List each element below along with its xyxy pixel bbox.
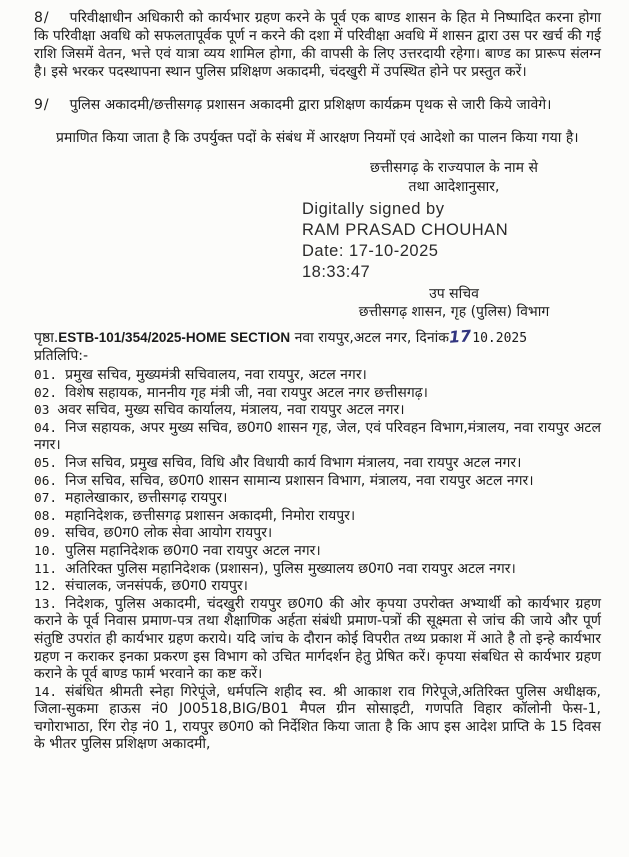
endorsement-reference-line xyxy=(34,328,601,348)
copy-item-09 xyxy=(34,525,601,543)
digital-signature-time: 18:33:47 xyxy=(302,263,371,281)
copy-item-05-number: 05. xyxy=(34,455,58,471)
on-behalf-line: छत्तीसगढ़ के राज्यपाल के नाम से xyxy=(370,160,538,176)
copy-item-14 xyxy=(34,684,601,754)
handwritten-day: 17 xyxy=(448,326,472,347)
copy-item-08 xyxy=(34,508,601,526)
copy-item-13-text: निदेशक, पुलिस अकादमी, चंदखुरी रायपुर छ0ग0 की ओर कृपया उपरोक्त अभ्यार्थी को कार्यभार ग्रहण कराने के पूर्व निवास प्रमाण-पत्र तथा शैक्षाणिक अर्हता संबंधी प्रमाण-पत्रों की सूक्ष्मता से जांच की जाये और पूर्ण संतुष्टि उपरांत ही कार्यभार ग्रहण कराये। यदि जांच के दौरान कोई विपरीत तथ्य प्रकाश में आते है तो इन्हे कार्यभार ग्रहण न कराकर इनका प्रकरण इस विभाग को उचित मार्गदर्शन हेतु प्रेषित करें। कृपया संबधित से कार्यभार ग्रहण कराने के पूर्व बाण्ड फार्म भरवाने का कष्ट करें। xyxy=(34,595,601,683)
copy-item-12-text: संचालक, जनसंपर्क, छ0ग0 रायपुर। xyxy=(65,578,248,595)
copy-item-13 xyxy=(34,596,601,684)
signatory-designation: उप सचिव xyxy=(429,286,479,302)
digital-signature-stamp xyxy=(284,199,624,283)
copy-item-04 xyxy=(34,420,601,455)
paragraph-8 xyxy=(34,9,601,81)
copy-item-08-number: 08. xyxy=(34,508,58,524)
copy-item-01 xyxy=(34,367,601,385)
by-order-line: तथा आदेशानुसार, xyxy=(408,179,500,195)
copy-item-03-text: अवर सचिव, मुख्य सचिव कार्यालय, मंत्रालय, नवा रायपुर अटल नगर। xyxy=(57,402,405,419)
copy-item-05-text: निज सचिव, प्रमुख सचिव, विधि और विधायी कार्य विभाग मंत्रालय, नवा रायपुर अटल नगर। xyxy=(65,454,522,471)
copy-item-13-number: 13. xyxy=(34,596,58,612)
copy-item-06-text: निज सचिव, सचिव, छ0ग0 शासन सामान्य प्रशासन विभाग, मंत्रालय, नवा रायपुर अटल नगर। xyxy=(65,472,534,489)
copy-item-02-number: 02. xyxy=(34,385,58,401)
copy-item-11-text: अतिरिक्त पुलिस महानिदेशक (प्रशासन), पुलिस मुख्यालय छ0ग0 नवा रायपुर अटल नगर। xyxy=(65,560,516,577)
copy-item-07-number: 07. xyxy=(34,491,58,507)
signatory-department: छत्तीसगढ़ शासन, गृह (पुलिस) विभाग xyxy=(358,304,550,320)
copy-item-01-number: 01. xyxy=(34,368,58,383)
printed-date: 10.2025 xyxy=(472,331,528,346)
copy-item-10 xyxy=(34,543,601,561)
digital-signature-line-1: Digitally signed by xyxy=(302,200,445,218)
copy-item-04-text: निज सहायक, अपर मुख्य सचिव, छ0ग0 शासन गृह, जेल, एवं परिवहन विभाग,मंत्रालय, नवा रायपुर अटल नगर। xyxy=(34,419,601,454)
copy-distribution-list xyxy=(34,367,601,754)
copy-item-03 xyxy=(34,402,601,420)
paragraph-9 xyxy=(34,96,601,114)
copy-item-06 xyxy=(34,473,601,491)
copy-item-06-number: 06. xyxy=(34,473,58,489)
copy-item-03-number: 03 xyxy=(34,403,50,419)
copy-item-10-text: पुलिस महानिदेशक छ0ग0 नवा रायपुर अटल नगर। xyxy=(65,542,321,559)
copy-item-07 xyxy=(34,490,601,508)
copy-item-08-text: महानिदेशक, छत्तीसगढ़ प्रशासन अकादमी, निमोरा रायपुर। xyxy=(65,507,356,524)
copy-item-09-text: सचिव, छ0ग0 लोक सेवा आयोग रायपुर। xyxy=(65,525,273,542)
copy-item-14-text: संबंधित श्रीमती स्नेहा गिरेपूंजे, धर्मपत्नि शहीद स्व. श्री आकाश राव गिरेपूजे,अतिरिक्त पुलिस अधीक्षक, जिला-सुकमा हाऊस नं0 J00518,BIG/B01 मैपल ग्रीन सोसाइटी, गणपति विहार कॉलोनी फेस-1, चगोराभाठा, रिंग रोड़ नं0 1, रायपुर छ0ग0 को निर्देशित किया जाता है कि आप इस आदेश प्राप्ति के 15 दिवस के भीतर पुलिस प्रशिक्षण अकादमी, xyxy=(34,683,601,753)
copy-item-11 xyxy=(34,561,601,579)
paragraph-8-text: परिवीक्षाधीन अधिकारी को कार्यभार ग्रहण करने के पूर्व एक बाण्ड शासन के हित मे निष्पादित करना होगा कि परिवीक्षा अवधि को सफलतापूर्वक पूर्ण न करने की दशा में परिवीक्षा अवधि में शासन द्वारा उस पर खर्च की गई राशि जिसमें वेतन, भत्ते एवं यात्रा व्यय शामिल होगा, की वापसी के लिए उत्तरदायी रहेगा। बाण्ड का प्रारूप संलग्न है। इसे भरकर पदस्थापना स्थान पुलिस प्रशिक्षण अकादमी, चंदखुरी में उपस्थित होने पर प्रस्तुत करें। xyxy=(34,10,601,80)
copy-item-07-text: महालेखाकार, छत्तीसगढ़ रायपुर। xyxy=(65,490,228,507)
copy-item-01-text: प्रमुख सचिव, मुख्यमंत्री सचिवालय, नवा रायपुर, अटल नगर। xyxy=(65,367,367,383)
paragraph-8-number: 8/ xyxy=(34,10,50,26)
copy-item-02-text: विशेष सहायक, माननीय गृह मंत्री जी, नवा रायपुर अटल नगर छत्तीसगढ़। xyxy=(65,384,428,401)
copy-item-12-number: 12. xyxy=(34,579,58,595)
copy-item-04-number: 04. xyxy=(34,420,58,436)
copy-item-10-number: 10. xyxy=(34,543,58,559)
copy-item-12 xyxy=(34,578,601,596)
copy-item-02 xyxy=(34,385,601,403)
ref-number: ESTB-101/354/2025-HOME SECTION xyxy=(58,330,291,345)
place-date-label: नवा रायपुर,अटल नगर, दिनांक xyxy=(290,330,449,346)
copy-item-09-number: 09. xyxy=(34,526,58,542)
digital-signature-name: RAM PRASAD CHOUHAN xyxy=(302,221,509,239)
digital-signature-date: Date: 17-10-2025 xyxy=(302,242,439,260)
paragraph-9-text: पुलिस अकादमी/छत्तीसगढ़ प्रशासन अकादमी द्वारा प्रशिक्षण कार्यक्रम पृथक से जारी किये जावेगे। xyxy=(69,97,552,113)
copy-item-14-number: 14. xyxy=(34,684,58,700)
copy-item-05 xyxy=(34,455,601,473)
copy-item-11-number: 11. xyxy=(34,561,58,577)
paragraph-9-number: 9/ xyxy=(34,97,50,113)
copy-to-label: प्रतिलिपि:- xyxy=(34,348,89,364)
ref-prefix: पृष्ठा. xyxy=(34,330,59,346)
certification-paragraph: प्रमाणित किया जाता है कि उपर्युक्त पदों के संबंध में आरक्षण नियमों एवं आदेशो का पालन किया गया है। xyxy=(56,130,579,146)
signature-block xyxy=(284,159,624,322)
